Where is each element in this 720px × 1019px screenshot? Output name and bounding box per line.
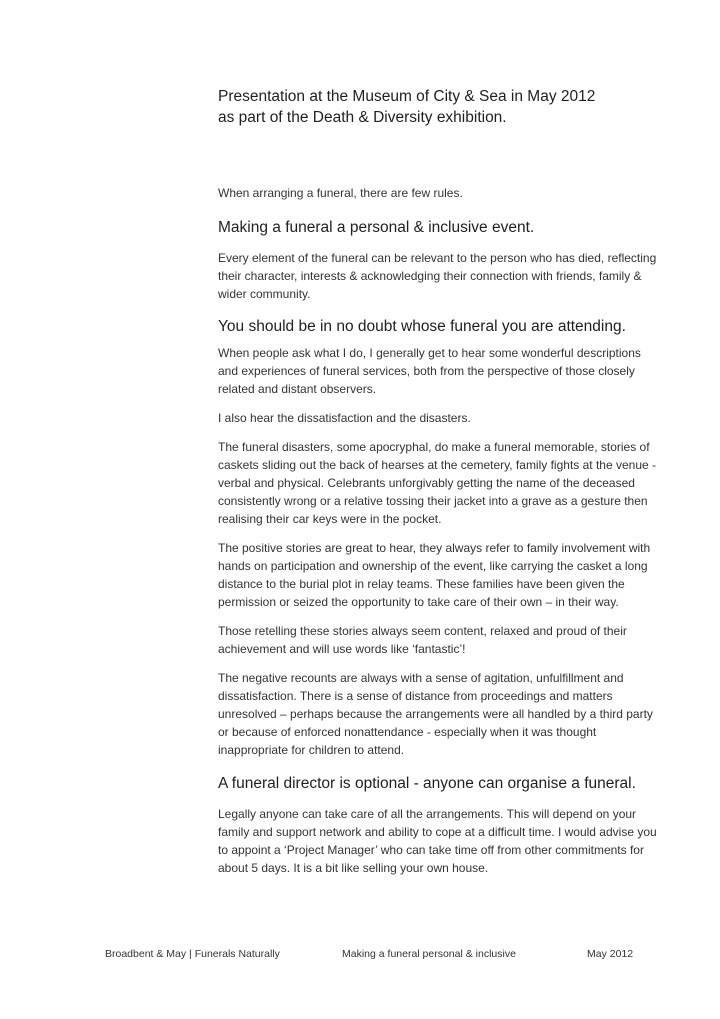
- heading-personal-event: Making a funeral a personal & inclusive event.: [218, 219, 535, 236]
- page-footer: [0, 948, 720, 964]
- paragraph-positive-stories: The positive stories are great to hear, they always refer to family involvement with hands on participation and ownership of the event, like carrying the casket a long distance to the burial plot in relay teams. These families have been given the permission or seized the opportunity to take care of their own – in their way.: [218, 541, 651, 609]
- paragraph-people-ask: When people ask what I do, I generally get to hear some wonderful descriptions and experiences of funeral services, both from the perspective of those closely related and distant observers.: [218, 346, 641, 396]
- paragraph-retelling: Those retelling these stories always seem content, relaxed and proud of their achievement and will use words like ‘fantastic’!: [218, 624, 627, 656]
- paragraph-dissatisfaction: I also hear the dissatisfaction and the disasters.: [218, 411, 471, 425]
- title-line-2: as part of the Death & Diversity exhibition.: [218, 109, 507, 126]
- paragraph-disasters: The funeral disasters, some apocryphal, do make a funeral memorable, stories of caskets sliding out the back of hearses at the cemetery, family fights at the venue - verbal and physical. Celebrants unforgivably getting the name of the deceased consistently wrong or a relative tossing their jacket into a grave as a gesture then realising their car keys were in the pocket.: [218, 440, 656, 526]
- footer-right: May 2012: [587, 948, 634, 960]
- lead-paragraph: When arranging a funeral, there are few rules.: [218, 186, 463, 200]
- heading-whose-funeral: You should be in no doubt whose funeral you are attending.: [218, 318, 626, 335]
- document-title: [218, 86, 658, 128]
- paragraph-legally-anyone: Legally anyone can take care of all the arrangements. This will depend on your family and support network and ability to cope at a difficult time. I would advise you to appoint a ‘Project Manager’ who can take time off from other commitments for about 5 days. It is a bit like selling your own house.: [218, 807, 657, 875]
- footer-center: Making a funeral personal & inclusive: [342, 948, 516, 960]
- footer-left: Broadbent & May | Funerals Naturally: [105, 948, 280, 960]
- paragraph-negative-recounts: The negative recounts are always with a sense of agitation, unfulfillment and dissatisfaction. There is a sense of distance from proceedings and matters unresolved – perhaps because the arrangements were all handled by a third party or because of enforced nonattendance - especially when it was thought inappropriate for children to attend.: [218, 671, 653, 757]
- title-line-1: Presentation at the Museum of City & Sea in May 2012: [218, 88, 596, 105]
- heading-funeral-director: A funeral director is optional - anyone can organise a funeral.: [218, 775, 636, 792]
- document-body: [218, 86, 658, 877]
- paragraph-element-relevance: Every element of the funeral can be relevant to the person who has died, reflecting their character, interests & acknowledging their connection with friends, family & wider community.: [218, 251, 657, 301]
